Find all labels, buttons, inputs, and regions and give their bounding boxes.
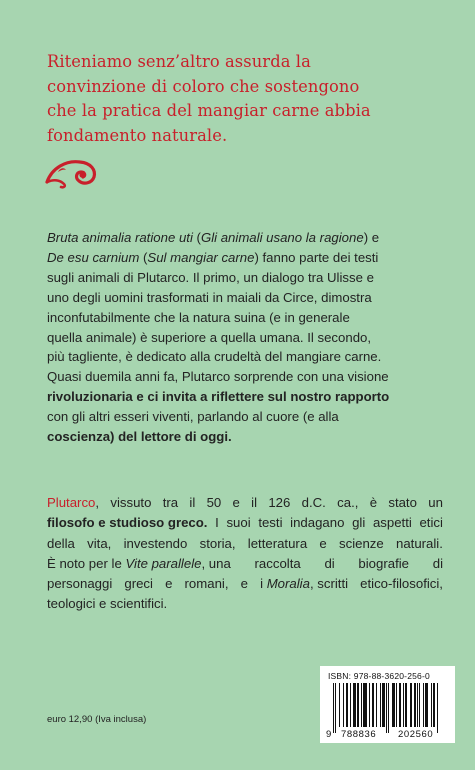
title-sul-mangiar-carne: Sul mangiar carne — [147, 249, 255, 265]
barcode-bar — [382, 683, 384, 727]
bio-word: , scritti — [309, 576, 349, 592]
barcode-bar — [414, 683, 416, 727]
barcode-bar — [386, 683, 387, 733]
author-name: Plutarco — [47, 495, 96, 510]
bio-word: e — [232, 495, 240, 510]
barcode-bar — [419, 683, 420, 727]
description-line: più tagliente, è dedicato alla crudeltà del mangiare carne. — [47, 349, 382, 365]
bio-line: teologici e scientifici. — [47, 596, 168, 612]
description-line: inconfutabilmente che la natura suina (e in generale — [47, 309, 350, 325]
bio-word: un — [428, 495, 443, 510]
bio-word: raccolta — [254, 555, 301, 571]
barcode-bar — [333, 683, 334, 733]
barcode-bar — [376, 683, 377, 727]
description-line: uno degli uomini trasformati in maiali da Circe, dimostra — [47, 289, 372, 305]
barcode-bar — [353, 683, 356, 727]
barcode-bar — [339, 683, 340, 727]
quote-line: convinzione di coloro che sostengono — [47, 76, 360, 96]
title-de-esu-carnium: De esu carnium — [47, 249, 140, 265]
title-moralia: Moralia — [266, 576, 310, 592]
title-vite-parallele: Vite parallele — [125, 555, 202, 571]
bio-word: e — [240, 576, 248, 592]
description-line: Quasi duemila anni fa, Plutarco sorprende con una visione — [47, 369, 389, 385]
title-bruta-animalia: Bruta animalia ratione uti — [47, 230, 193, 245]
bio-word: i — [260, 576, 264, 592]
barcode — [333, 683, 448, 727]
bio-word: il — [251, 495, 258, 510]
price-label: euro 12,90 (Iva inclusa) — [47, 714, 147, 725]
bio-word: etici — [419, 515, 443, 531]
bio-word: è — [369, 495, 378, 510]
barcode-bar — [357, 683, 359, 727]
quote-line: fondamento naturale. — [47, 125, 228, 145]
bio-word: 50 — [206, 495, 222, 510]
description-line: rivoluzionaria e ci invita a riflettere sul nostro rapporto — [47, 389, 390, 405]
description-line: con gli altri esseri viventi, parlando al cuore (e alla — [47, 409, 339, 425]
barcode-bar — [410, 683, 412, 727]
back-cover-quote — [47, 50, 452, 148]
description-line — [47, 228, 457, 248]
description-line — [47, 248, 457, 268]
bio-word: il — [189, 495, 196, 510]
bio-word: della — [47, 535, 75, 551]
bio-word: È noto per le — [47, 555, 126, 571]
barcode-bar — [392, 683, 395, 727]
barcode-bar — [437, 683, 438, 733]
bio-line — [47, 574, 443, 594]
title-gli-animali: Gli animali usano la ragione — [200, 230, 364, 245]
barcode-digit-group: 202560 — [398, 729, 434, 740]
description-line: quella animale) è superiore a quella umana. Il secondo, — [47, 329, 372, 345]
bio-word: vita, — [87, 535, 112, 551]
author-bio — [47, 493, 443, 615]
bio-word: filosofo e studioso greco. — [47, 515, 208, 531]
bio-word: e — [165, 576, 173, 592]
bio-word: testi — [258, 515, 283, 531]
bio-word: e — [319, 535, 327, 551]
bio-word: , una — [201, 555, 231, 571]
barcode-bar — [346, 683, 348, 727]
barcode-bar — [335, 683, 336, 733]
decorative-scroll-ornament-icon — [44, 152, 100, 190]
bio-word: , — [95, 495, 100, 510]
bio-word: scienze — [339, 535, 384, 551]
bio-word: di — [324, 555, 335, 571]
barcode-bar — [417, 683, 418, 727]
bio-word: investendo — [123, 535, 188, 551]
description-line: sugli animali di Plutarco. Il primo, un dialogo tra Ulisse e — [47, 269, 374, 285]
text-fragment: ( — [192, 230, 201, 245]
text-fragment: ) fanno parte dei testi — [254, 249, 379, 265]
bio-word: stato — [388, 495, 417, 510]
bio-word: suoi — [226, 515, 251, 531]
bio-word — [47, 493, 99, 513]
barcode-bar — [372, 683, 374, 727]
bio-word: indagano — [290, 515, 345, 531]
barcode-bar — [403, 683, 404, 727]
description-line: coscienza) del lettore di oggi. — [47, 429, 232, 445]
bio-word: letteratura — [247, 535, 308, 551]
barcode-bar — [343, 683, 344, 727]
bio-word: 126 — [268, 495, 291, 510]
isbn-label: ISBN: 978-88-3620-256-0 — [328, 671, 430, 681]
barcode-bar — [380, 683, 381, 727]
bio-line — [47, 534, 443, 554]
bio-word: etico-filosofici, — [360, 576, 443, 592]
book-description — [47, 228, 457, 447]
bio-word: ca., — [337, 495, 359, 510]
barcode-digit-group: 788836 — [341, 729, 377, 740]
barcode-bar — [396, 683, 397, 727]
barcode-bar — [361, 683, 362, 727]
barcode-bar — [433, 683, 435, 727]
barcode-bar — [431, 683, 432, 727]
text-fragment: ) e — [363, 230, 380, 245]
bio-word: naturali. — [395, 535, 443, 551]
bio-word — [260, 574, 348, 594]
bio-word: vissuto — [110, 495, 152, 510]
quote-line: che la pratica del mangiar carne abbia — [47, 101, 371, 120]
bio-line — [47, 554, 443, 574]
bio-line — [47, 513, 443, 533]
bio-word: storia, — [199, 535, 236, 551]
bio-word: gli — [352, 515, 366, 531]
bio-word: biografie — [358, 555, 410, 571]
bio-word: romani, — [184, 576, 229, 592]
bio-word — [47, 554, 231, 574]
quote-line: Riteniamo senz’altro assurda la — [47, 52, 311, 71]
bio-word: d.C. — [301, 495, 326, 510]
bio-word: tra — [162, 495, 179, 510]
barcode-bar — [388, 683, 389, 733]
bio-line — [47, 493, 443, 513]
barcode-bar — [425, 683, 428, 727]
barcode-bar — [423, 683, 424, 727]
bio-word: greci — [124, 576, 153, 592]
bio-word: I — [215, 515, 219, 531]
barcode-bar — [363, 683, 368, 727]
text-fragment: ( — [139, 249, 148, 265]
barcode-bar — [405, 683, 406, 727]
bio-word: personaggi — [47, 576, 113, 592]
barcode-bar — [350, 683, 351, 727]
bio-word: aspetti — [372, 515, 412, 531]
barcode-bar — [399, 683, 401, 727]
barcode-digit-first: 9 — [326, 729, 332, 740]
barcode-bar — [369, 683, 370, 727]
bio-word: di — [432, 555, 443, 571]
